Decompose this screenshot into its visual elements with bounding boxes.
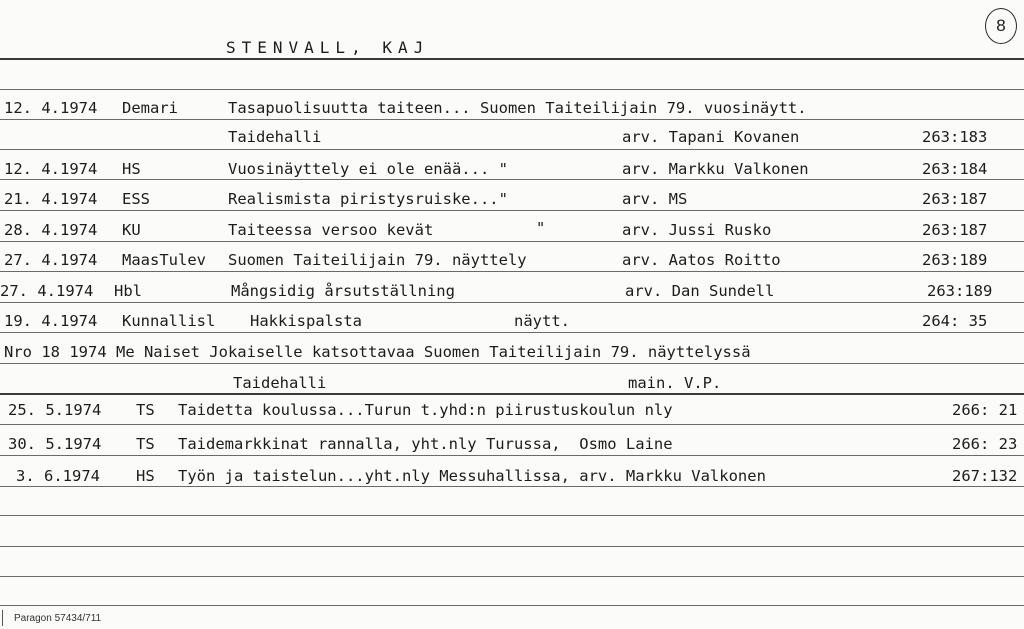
row-title: Suomen Taiteilijain 79. näyttely xyxy=(228,251,527,269)
row-ref: 263:183 xyxy=(922,128,988,146)
row-title: Taidemarkkinat rannalla, yht.nly Turussa, Osmo Laine xyxy=(178,435,673,453)
header-rule xyxy=(0,58,1024,60)
ruled-line xyxy=(0,363,1024,364)
ruled-line xyxy=(0,393,1024,395)
row-source: ESS xyxy=(122,190,150,208)
row-ref: 263:189 xyxy=(922,251,988,269)
ruled-line xyxy=(0,546,1024,547)
row-ref: 263:187 xyxy=(922,190,988,208)
ruled-line xyxy=(0,576,1024,577)
row-ref: 263:187 xyxy=(922,221,988,239)
person-name: STENVALL, KAJ xyxy=(226,38,430,57)
ruled-line xyxy=(0,149,1024,150)
row-date: 27. 4.1974 xyxy=(4,251,98,269)
row-title: Taidehalli xyxy=(228,128,322,146)
row-ref: 266: 21 xyxy=(952,401,1018,419)
ruled-line xyxy=(0,119,1024,120)
ditto-mark: " xyxy=(536,219,546,237)
ruled-line xyxy=(0,271,1024,272)
row-author: arv. Dan Sundell xyxy=(625,282,775,300)
row-date: 21. 4.1974 xyxy=(4,190,98,208)
row-author: arv. Aatos Roitto xyxy=(622,251,781,269)
ruled-line xyxy=(0,332,1024,333)
ruled-line xyxy=(0,179,1024,180)
ruled-line xyxy=(0,89,1024,90)
row-source: TS xyxy=(136,435,155,453)
row-date: 19. 4.1974 xyxy=(4,312,98,330)
row-title: Hakkispalsta xyxy=(250,312,362,330)
row-ref: 266: 23 xyxy=(952,435,1018,453)
ruled-line xyxy=(0,455,1024,456)
ruled-line xyxy=(0,210,1024,211)
row-source: TS xyxy=(136,401,155,419)
row-title: Työn ja taistelun...yht.nly Messuhallissa, arv. Markku Valkonen xyxy=(178,467,766,485)
row-ref: 263:184 xyxy=(922,160,988,178)
row-author: main. V.P. xyxy=(628,374,722,392)
row-source: Demari xyxy=(122,99,178,117)
row-author: arv. MS xyxy=(622,190,688,208)
row-source: MaasTulev xyxy=(122,251,206,269)
page-number-badge: 8 xyxy=(985,8,1017,44)
row-text: Nro 18 1974 Me Naiset Jokaiselle katsottavaa Suomen Taiteilijain 79. näyttelyssä xyxy=(4,343,751,361)
ruled-line xyxy=(0,515,1024,516)
row-title: Taidehalli xyxy=(233,374,327,392)
row-author: näytt. xyxy=(514,312,570,330)
row-date: 27. 4.1974 xyxy=(0,282,94,300)
ruled-line xyxy=(0,486,1024,487)
printer-mark: Paragon 57434/711 xyxy=(14,613,102,624)
row-author: arv. Tapani Kovanen xyxy=(622,128,800,146)
row-ref: 263:189 xyxy=(927,282,993,300)
row-source: Hbl xyxy=(114,282,142,300)
ruled-line xyxy=(0,424,1024,425)
row-author: arv. Markku Valkonen xyxy=(622,160,809,178)
row-date: 25. 5.1974 xyxy=(8,401,102,419)
row-source: KU xyxy=(122,221,141,239)
row-date: 12. 4.1974 xyxy=(4,160,98,178)
row-title: Vuosinäyttely ei ole enää... " xyxy=(228,160,508,178)
edge-mark xyxy=(2,610,3,626)
row-date: 3. 6.1974 xyxy=(16,467,100,485)
row-date: 28. 4.1974 xyxy=(4,221,98,239)
ruled-line xyxy=(0,302,1024,303)
row-title: Tasapuolisuutta taiteen... Suomen Taiteilijain 79. vuosinäytt. xyxy=(228,99,807,117)
row-title: Mångsidig årsutställning xyxy=(231,282,455,300)
row-title: Realismista piristysruiske..." xyxy=(228,190,508,208)
row-ref: 264: 35 xyxy=(922,312,988,330)
row-title: Taiteessa versoo kevät xyxy=(228,221,434,239)
row-source: Kunnallisl xyxy=(122,312,216,330)
row-author: arv. Jussi Rusko xyxy=(622,221,772,239)
ruled-line xyxy=(0,605,1024,606)
row-date: 30. 5.1974 xyxy=(8,435,102,453)
row-source: HS xyxy=(136,467,155,485)
row-ref: 267:132 xyxy=(952,467,1018,485)
row-date: 12. 4.1974 xyxy=(4,99,98,117)
row-title: Taidetta koulussa...Turun t.yhd:n piirustuskoulun nly xyxy=(178,401,673,419)
row-source: HS xyxy=(122,160,141,178)
ruled-line xyxy=(0,241,1024,242)
